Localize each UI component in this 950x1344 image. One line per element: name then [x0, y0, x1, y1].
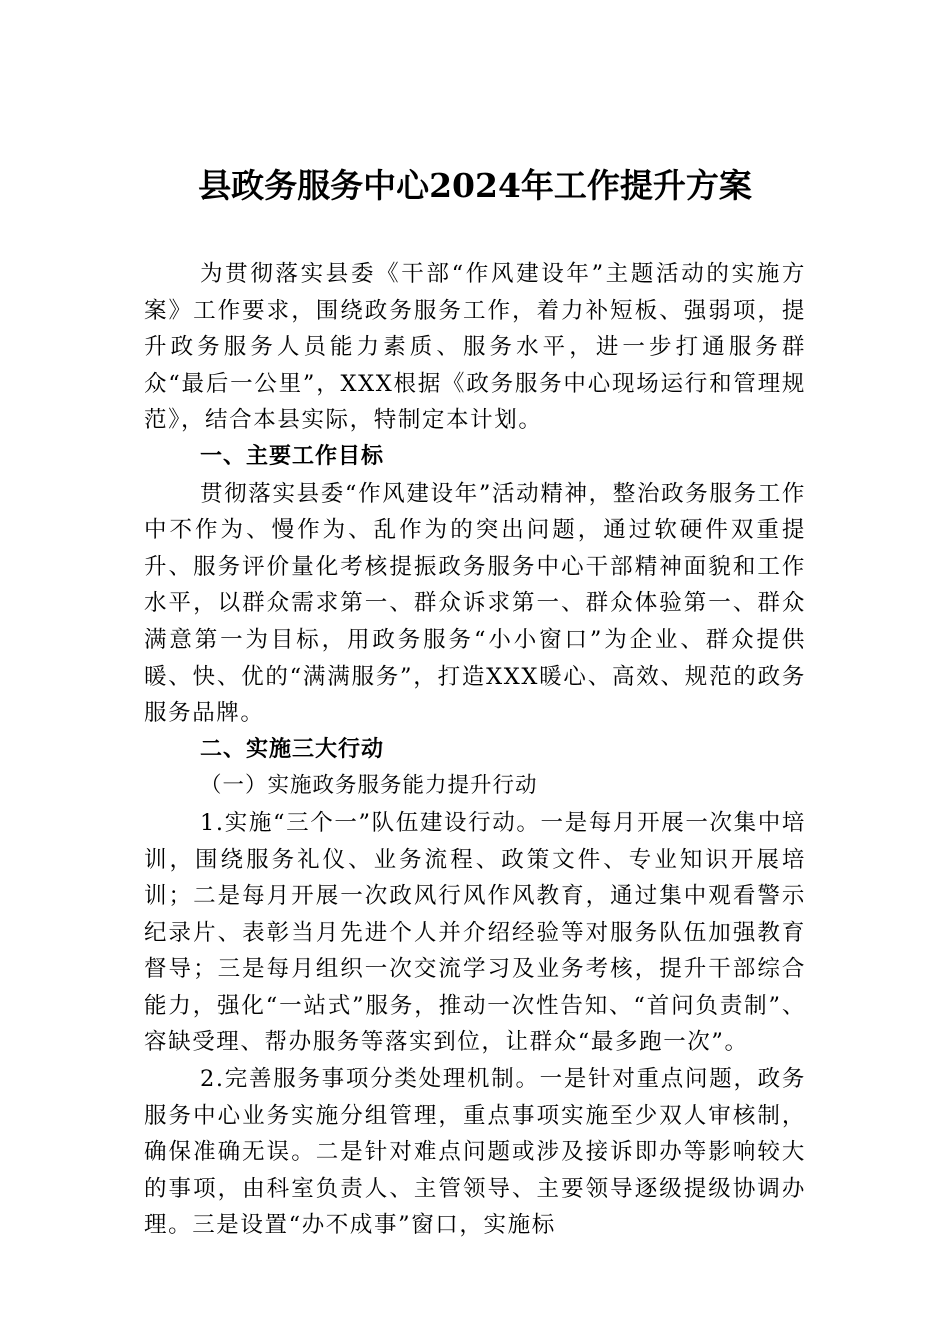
intro-paragraph: 为贯彻落实县委《干部“作风建设年”主题活动的实施方案》工作要求，围绕政务服务工作，着力补短板、强弱项，提升政务服务人员能力素质、服务水平，进一步打通服务群众“最后一公里”，XXX根据《政务服务中心现场运行和管理规范》，结合本县实际，特制定本计划。 [144, 261, 806, 434]
item-paragraph-1: 1.实施“三个一”队伍建设行动。一是每月开展一次集中培训，围绕服务礼仪、业务流程、政策文件、专业知识开展培训；二是每月开展一次政风行风作风教育，通过集中观看警示纪录片、表彰当月先进个人并介绍经验等对服务队伍加强教育督导；三是每月组织一次交流学习及业务考核，提升干部综合能力，强化“一站式”服务，推动一次性告知、“首问负责制”、容缺受理、帮办服务等落实到位，让群众“最多跑一次”。 [144, 809, 806, 1056]
document-body [144, 256, 806, 1244]
subsection-heading-capability: （一）实施政务服务能力提升行动 [200, 773, 538, 799]
item-paragraph-2: 2.完善服务事项分类处理机制。一是针对重点问题，政务服务中心业务实施分组管理，重点事项实施至少双人审核制，确保准确无误。二是针对难点问题或涉及接诉即办等影响较大的事项，由科室负责人、主管领导、主要领导逐级提级协调办理。三是设置“办不成事”窗口，实施标 [144, 1066, 806, 1239]
section-heading-goals: 一、主要工作目标 [200, 443, 385, 469]
document-title: 县政务服务中心2024年工作提升方案 [198, 166, 752, 205]
section-heading-actions: 二、实施三大行动 [200, 736, 385, 762]
goals-paragraph: 贯彻落实县委“作风建设年”活动精神，整治政务服务工作中不作为、慢作为、乱作为的突出问题，通过软硬件双重提升、服务评价量化考核提振政务服务中心干部精神面貌和工作水平，以群众需求第一、群众诉求第一、群众体验第一、群众满意第一为目标，用政务服务“小小窗口”为企业、群众提供暖、快、优的“满满服务”，打造XXX暖心、高效、规范的政务服务品牌。 [144, 480, 806, 727]
